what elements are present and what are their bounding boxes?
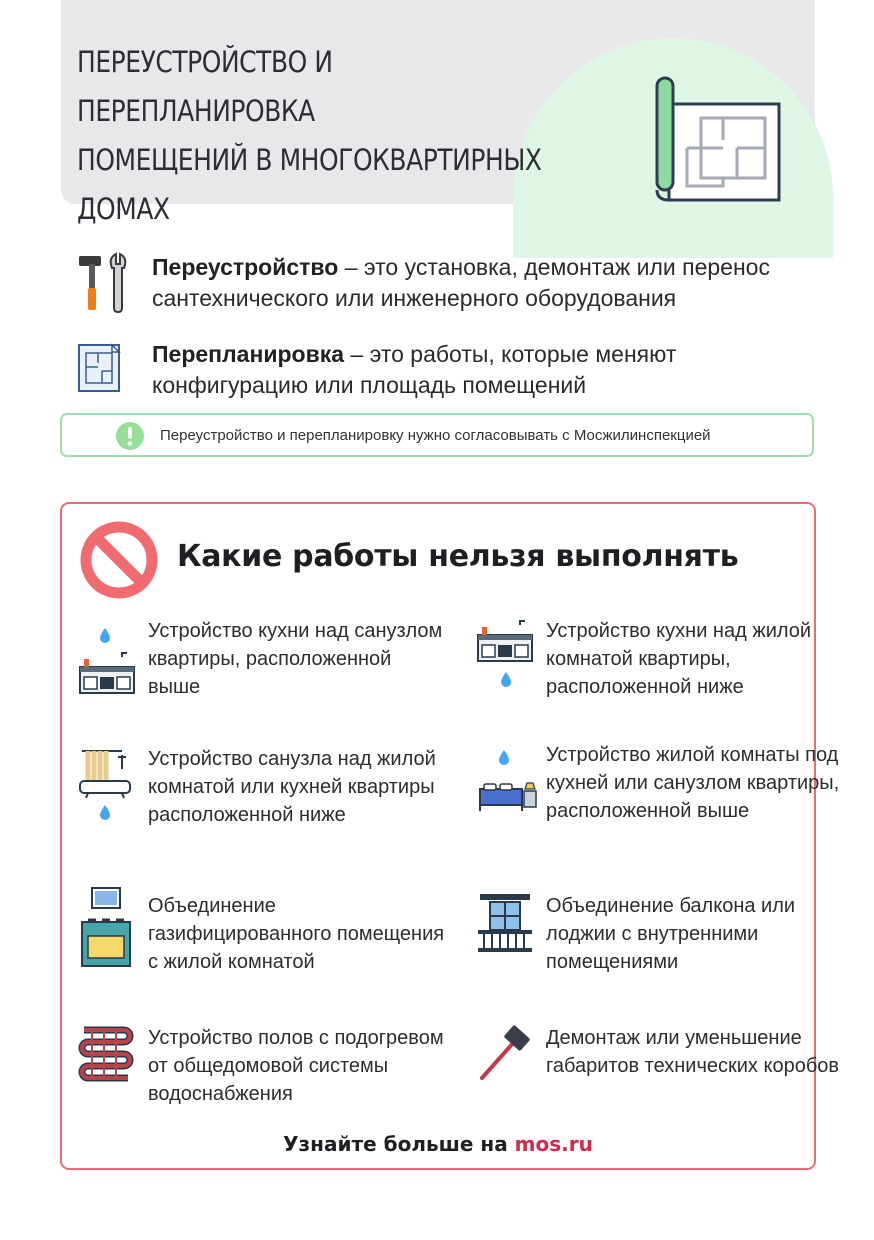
- definition-body: – это работы, которые меняют конфигурацию или площадь помещений: [152, 341, 677, 398]
- tools-icon: [76, 252, 132, 314]
- forbidden-item-text: Устройство полов с подогревом от общедомовой системы водоснабжения: [148, 1027, 444, 1105]
- definition-term: Переустройство: [152, 254, 339, 280]
- forbidden-item-text: Объединение газифицированного помещения с жилой комнатой: [148, 895, 445, 973]
- forbidden-item-text: Устройство кухни над санузлом квартиры, расположенной выше: [148, 620, 443, 698]
- floor-plan-icon: [76, 339, 124, 395]
- page-title: ПЕРЕУСТРОЙСТВО И ПЕРЕПЛАНИРОВКА ПОМЕЩЕНИЙ В МНОГОКВАРТИРНЫХ ДОМАХ: [77, 45, 542, 226]
- definition-term: Перепланировка: [152, 341, 345, 367]
- forbidden-item-text: Устройство жилой комнаты под кухней или санузлом квартиры, расположенной выше: [546, 744, 840, 822]
- kitchen-drop-icon: [476, 617, 532, 697]
- exclamation-icon: [116, 422, 144, 450]
- floor-heating-icon: [78, 1024, 134, 1084]
- sledgehammer-icon: [476, 1024, 534, 1084]
- gas-stove-icon: [78, 892, 134, 972]
- footer-learn-more: [62, 1132, 814, 1156]
- bathtub-drop-icon: [78, 745, 134, 825]
- notice-text: Переустройство и перепланировку нужно согласовывать с Мосжилинспекцией: [160, 427, 711, 444]
- forbidden-item-text: Объединение балкона или лоджии с внутренними помещениями: [546, 895, 796, 973]
- prohibited-icon: [78, 519, 160, 601]
- forbidden-item-text: Демонтаж или уменьшение габаритов технических коробов: [546, 1027, 840, 1077]
- mos-ru-link[interactable]: mos.ru: [514, 1132, 593, 1156]
- definition-text: [152, 339, 832, 401]
- blueprint-icon: [651, 74, 781, 204]
- bed-drop-icon: [476, 745, 538, 825]
- header-banner: [61, 0, 815, 226]
- notice-banner: [60, 413, 814, 457]
- definition-text: [152, 252, 832, 314]
- kitchen-drop-icon: [78, 617, 134, 697]
- footer-prefix: Узнайте больше на: [283, 1132, 515, 1156]
- forbidden-works-panel: [60, 502, 840, 1170]
- forbidden-item-text: Устройство санузла над жилой комнатой или кухней квартиры расположенной ниже: [148, 748, 436, 826]
- forbidden-item-text: Устройство кухни над жилой комнатой квартиры, расположенной ниже: [546, 620, 812, 698]
- balcony-icon: [476, 892, 534, 956]
- panel-title: Какие работы нельзя выполнять: [177, 539, 739, 574]
- definition-body: – это установка, демонтаж или перенос сантехнического или инженерного оборудования: [152, 254, 770, 311]
